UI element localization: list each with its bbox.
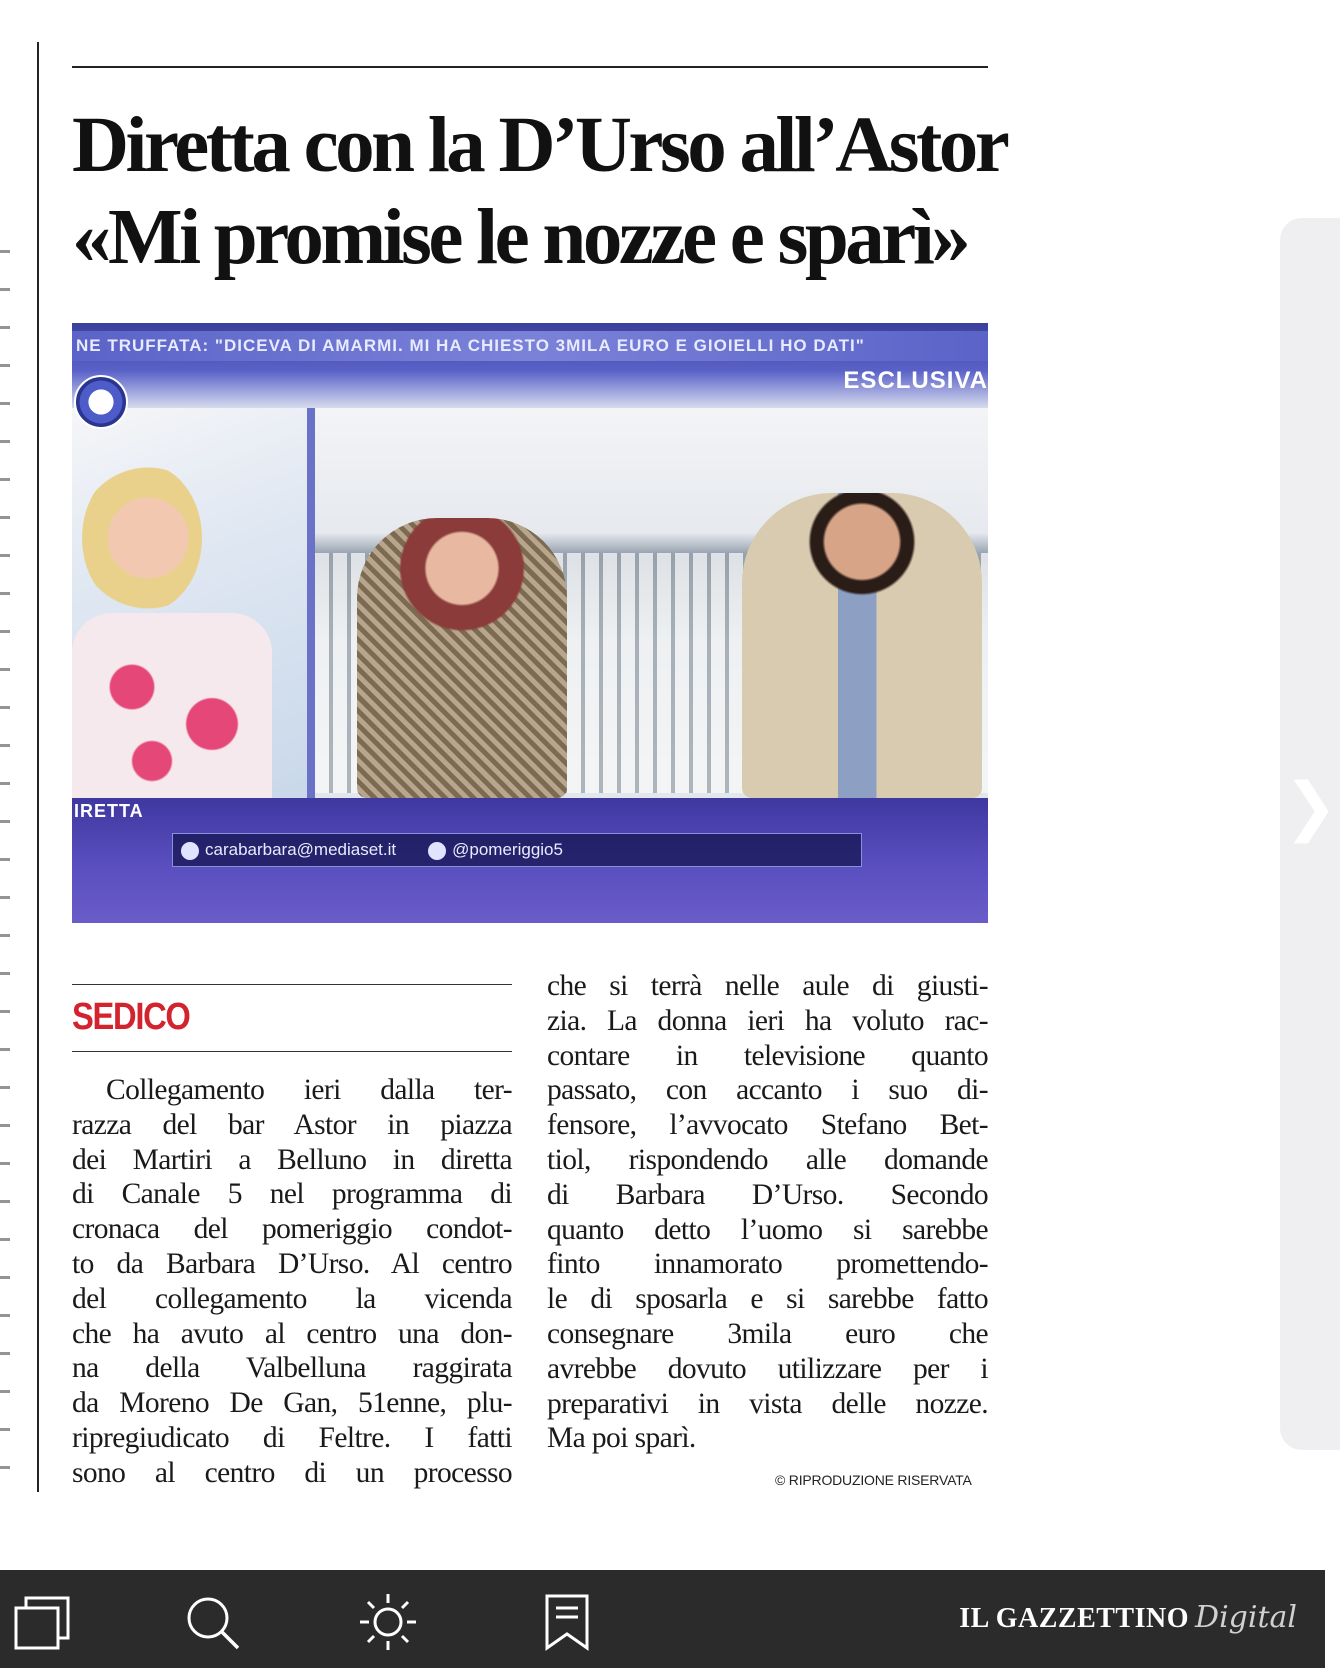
lawyer-figure xyxy=(742,493,982,798)
body-line: razza del bar Astor in piazza xyxy=(72,1108,512,1141)
body-line: dei Martiri a Belluno in diretta xyxy=(72,1143,512,1176)
body-line: da Moreno De Gan, 51enne, plu- xyxy=(72,1387,512,1420)
host-dress xyxy=(72,613,272,798)
split-divider xyxy=(307,408,315,798)
bookmark-button[interactable] xyxy=(535,1592,599,1652)
body-line: preparativi in vista delle nozze. xyxy=(547,1387,988,1420)
mail-icon xyxy=(181,842,199,860)
body-line: avrebbe dovuto utilizzare per i xyxy=(547,1352,988,1385)
brand-suffix: Digital xyxy=(1195,1600,1297,1635)
body-line: na della Valbelluna raggirata xyxy=(72,1352,512,1385)
kicker: SEDICO xyxy=(72,996,190,1038)
body-line: contare in televisione quanto xyxy=(547,1039,988,1072)
pages-icon xyxy=(10,1592,74,1652)
body-line: consegnare 3mila euro che xyxy=(547,1317,988,1350)
search-button[interactable] xyxy=(180,1592,244,1652)
woman-figure xyxy=(357,518,567,798)
body-line: to da Barbara D’Urso. Al centro xyxy=(72,1247,512,1280)
kicker-rule-bottom xyxy=(72,1051,512,1052)
column-divider xyxy=(37,42,39,1492)
brightness-button[interactable] xyxy=(356,1592,420,1652)
host-figure xyxy=(82,463,202,613)
copyright-notice: © RIPRODUZIONE RISERVATA xyxy=(775,1472,972,1488)
brand-name: IL GAZZETTINO xyxy=(959,1603,1190,1634)
body-line: che si terrà nelle aule di giusti- xyxy=(547,970,988,1002)
kicker-rule-top xyxy=(72,984,512,985)
body-line: fensore, l’avvocato Stefano Bet- xyxy=(547,1109,988,1142)
contact-email: carabarbara@mediaset.it xyxy=(205,840,397,859)
headline-line-1: Diretta con la D’Urso all’Astor xyxy=(72,102,1007,189)
brightness-icon xyxy=(356,1592,420,1652)
headline xyxy=(72,100,1007,284)
body-line: che ha avuto al centro una don- xyxy=(72,1317,512,1350)
body-line: quanto detto l’uomo si sarebbe xyxy=(547,1213,988,1246)
bottom-toolbar xyxy=(0,1570,1325,1668)
pages-button[interactable] xyxy=(10,1592,74,1652)
body-line: cronaca del pomeriggio condot- xyxy=(72,1213,512,1246)
body-line: passato, con accanto i suo di- xyxy=(547,1074,988,1107)
tv-ticker: NE TRUFFATA: "DICEVA DI AMARMI. MI HA CHIESTO 3MILA EURO E GIOIELLI HO DATI" xyxy=(72,331,988,361)
body-line: ripregiudicato di Feltre. I fatti xyxy=(72,1421,512,1454)
body-line: di Barbara D’Urso. Secondo xyxy=(547,1178,988,1211)
brand-logo xyxy=(959,1600,1297,1635)
adjacent-page-edge xyxy=(0,250,10,1500)
body-line: del collegamento la vicenda xyxy=(72,1282,512,1315)
article-photo xyxy=(72,323,988,923)
contact-social: @pomeriggio5 xyxy=(452,840,563,859)
contact-bar xyxy=(172,833,862,867)
bookmark-icon xyxy=(535,1592,599,1652)
exclusive-badge: ESCLUSIVA xyxy=(843,367,988,394)
live-label: IRETTA xyxy=(74,801,144,821)
body-line: di Canale 5 nel programma di xyxy=(72,1178,512,1211)
body-line: sono al centro di un processo xyxy=(72,1456,512,1489)
body-line: le di sposarla e si sarebbe fatto xyxy=(547,1283,988,1316)
body-line: tiol, rispondendo alle domande xyxy=(547,1143,988,1176)
body-column-1 xyxy=(72,1073,512,1491)
headline-line-2: «Mi promise le nozze e sparì» xyxy=(72,194,968,281)
chevron-right-icon[interactable]: ❯ xyxy=(1284,770,1338,844)
program-logo-icon xyxy=(74,375,128,429)
social-icon xyxy=(428,842,446,860)
body-column-2 xyxy=(547,969,988,1456)
body-line: finto innamorato promettendo- xyxy=(547,1248,988,1281)
top-rule xyxy=(72,66,988,68)
search-icon xyxy=(180,1592,244,1652)
body-line: zia. La donna ieri ha voluto rac- xyxy=(547,1004,988,1037)
body-line: Ma poi sparì. xyxy=(547,1422,696,1455)
body-line: Collegamento ieri dalla ter- xyxy=(106,1074,512,1106)
